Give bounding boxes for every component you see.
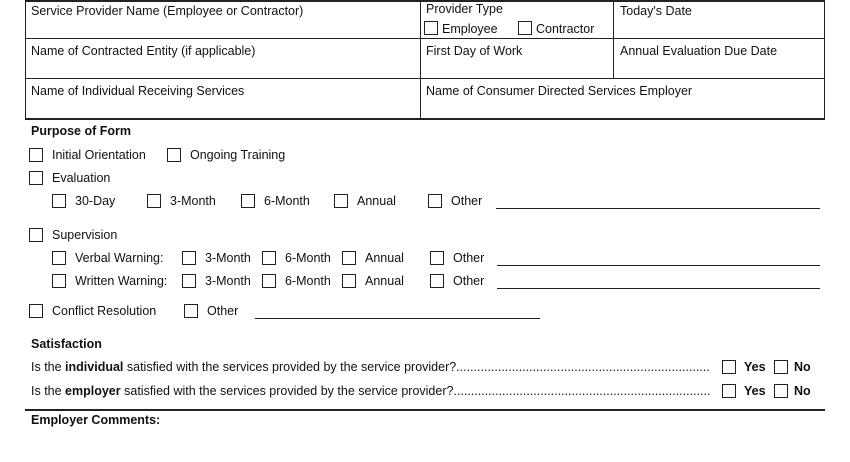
ww-other-line[interactable] [497, 288, 820, 289]
ongoing-training-checkbox[interactable] [167, 148, 181, 162]
verbal-warning-checkbox[interactable] [52, 251, 66, 265]
ww-annual-checkbox[interactable] [342, 274, 356, 288]
table-bottom-border [25, 118, 825, 120]
ww-other-checkbox[interactable] [430, 274, 444, 288]
employer-no-checkbox[interactable] [774, 384, 788, 398]
ww-3month-checkbox[interactable] [182, 274, 196, 288]
employer-yes-label: Yes [744, 384, 766, 398]
conflict-resolution-label: Conflict Resolution [52, 304, 157, 318]
table-row-divider [25, 38, 825, 39]
initial-orientation-checkbox[interactable] [29, 148, 43, 162]
vw-3month-checkbox[interactable] [182, 251, 196, 265]
employer-satisfaction-question: Is the employer satisfied with the services provided by the service provider?.......................................................................... [31, 384, 711, 398]
table-right-border [824, 0, 825, 120]
verbal-warning-label: Verbal Warning: [75, 251, 164, 265]
ww-annual-label: Annual [365, 274, 404, 288]
contractor-checkbox[interactable] [518, 21, 532, 35]
eval-other-line[interactable] [496, 208, 820, 209]
employer-no-label: No [794, 384, 811, 398]
supervision-label: Supervision [52, 228, 118, 242]
eval-other-label: Other [451, 194, 483, 208]
individual-no-checkbox[interactable] [774, 360, 788, 374]
eval-30day-checkbox[interactable] [52, 194, 66, 208]
cr-other-line[interactable] [255, 318, 540, 319]
contracted-entity-label: Name of Contracted Entity (if applicable) [31, 44, 256, 58]
individual-satisfaction-question: Is the individual satisfied with the services provided by the service provider?......................................................................... [31, 360, 710, 374]
vw-other-label: Other [453, 251, 485, 265]
individual-no-label: No [794, 360, 811, 374]
provider-name-label: Service Provider Name (Employee or Contractor) [31, 4, 304, 18]
evaluation-checkbox[interactable] [29, 171, 43, 185]
table-left-border [25, 0, 26, 120]
initial-orientation-label: Initial Orientation [52, 148, 146, 162]
table-top-border [25, 0, 825, 2]
ww-6month-label: 6-Month [285, 274, 331, 288]
eval-annual-checkbox[interactable] [334, 194, 348, 208]
written-warning-label: Written Warning: [75, 274, 168, 288]
ww-6month-checkbox[interactable] [262, 274, 276, 288]
supervision-checkbox[interactable] [29, 228, 43, 242]
evaluation-label: Evaluation [52, 171, 111, 185]
ww-3month-label: 3-Month [205, 274, 251, 288]
cr-other-checkbox[interactable] [184, 304, 198, 318]
employer-comments-title: Employer Comments: [31, 413, 161, 427]
employer-label: Name of Consumer Directed Services Employer [426, 84, 693, 98]
eval-3month-checkbox[interactable] [147, 194, 161, 208]
satisfaction-title: Satisfaction [31, 337, 102, 351]
eval-6month-label: 6-Month [264, 194, 310, 208]
conflict-resolution-checkbox[interactable] [29, 304, 43, 318]
individual-label: Name of Individual Receiving Services [31, 84, 245, 98]
individual-yes-checkbox[interactable] [722, 360, 736, 374]
written-warning-checkbox[interactable] [52, 274, 66, 288]
employer-yes-checkbox[interactable] [722, 384, 736, 398]
vw-annual-checkbox[interactable] [342, 251, 356, 265]
eval-6month-checkbox[interactable] [241, 194, 255, 208]
employee-checkbox[interactable] [424, 21, 438, 35]
vw-3month-label: 3-Month [205, 251, 251, 265]
cr-other-label: Other [207, 304, 239, 318]
contractor-label: Contractor [536, 22, 595, 36]
table-column-divider [613, 0, 614, 78]
employer-comments-field[interactable] [25, 430, 825, 460]
provider-type-label: Provider Type [426, 2, 503, 16]
section-divider [25, 409, 825, 411]
vw-6month-checkbox[interactable] [262, 251, 276, 265]
ongoing-training-label: Ongoing Training [190, 148, 286, 162]
ww-other-label: Other [453, 274, 485, 288]
todays-date-label: Today's Date [620, 4, 692, 18]
table-row-divider [25, 78, 825, 79]
table-column-divider [420, 0, 421, 120]
employee-label: Employee [442, 22, 498, 36]
vw-6month-label: 6-Month [285, 251, 331, 265]
vw-annual-label: Annual [365, 251, 404, 265]
eval-annual-label: Annual [357, 194, 396, 208]
annual-eval-due-label: Annual Evaluation Due Date [620, 44, 778, 58]
first-day-label: First Day of Work [426, 44, 523, 58]
eval-30day-label: 30-Day [75, 194, 116, 208]
vw-other-checkbox[interactable] [430, 251, 444, 265]
purpose-title: Purpose of Form [31, 124, 132, 138]
eval-3month-label: 3-Month [170, 194, 216, 208]
vw-other-line[interactable] [497, 265, 820, 266]
eval-other-checkbox[interactable] [428, 194, 442, 208]
individual-yes-label: Yes [744, 360, 766, 374]
